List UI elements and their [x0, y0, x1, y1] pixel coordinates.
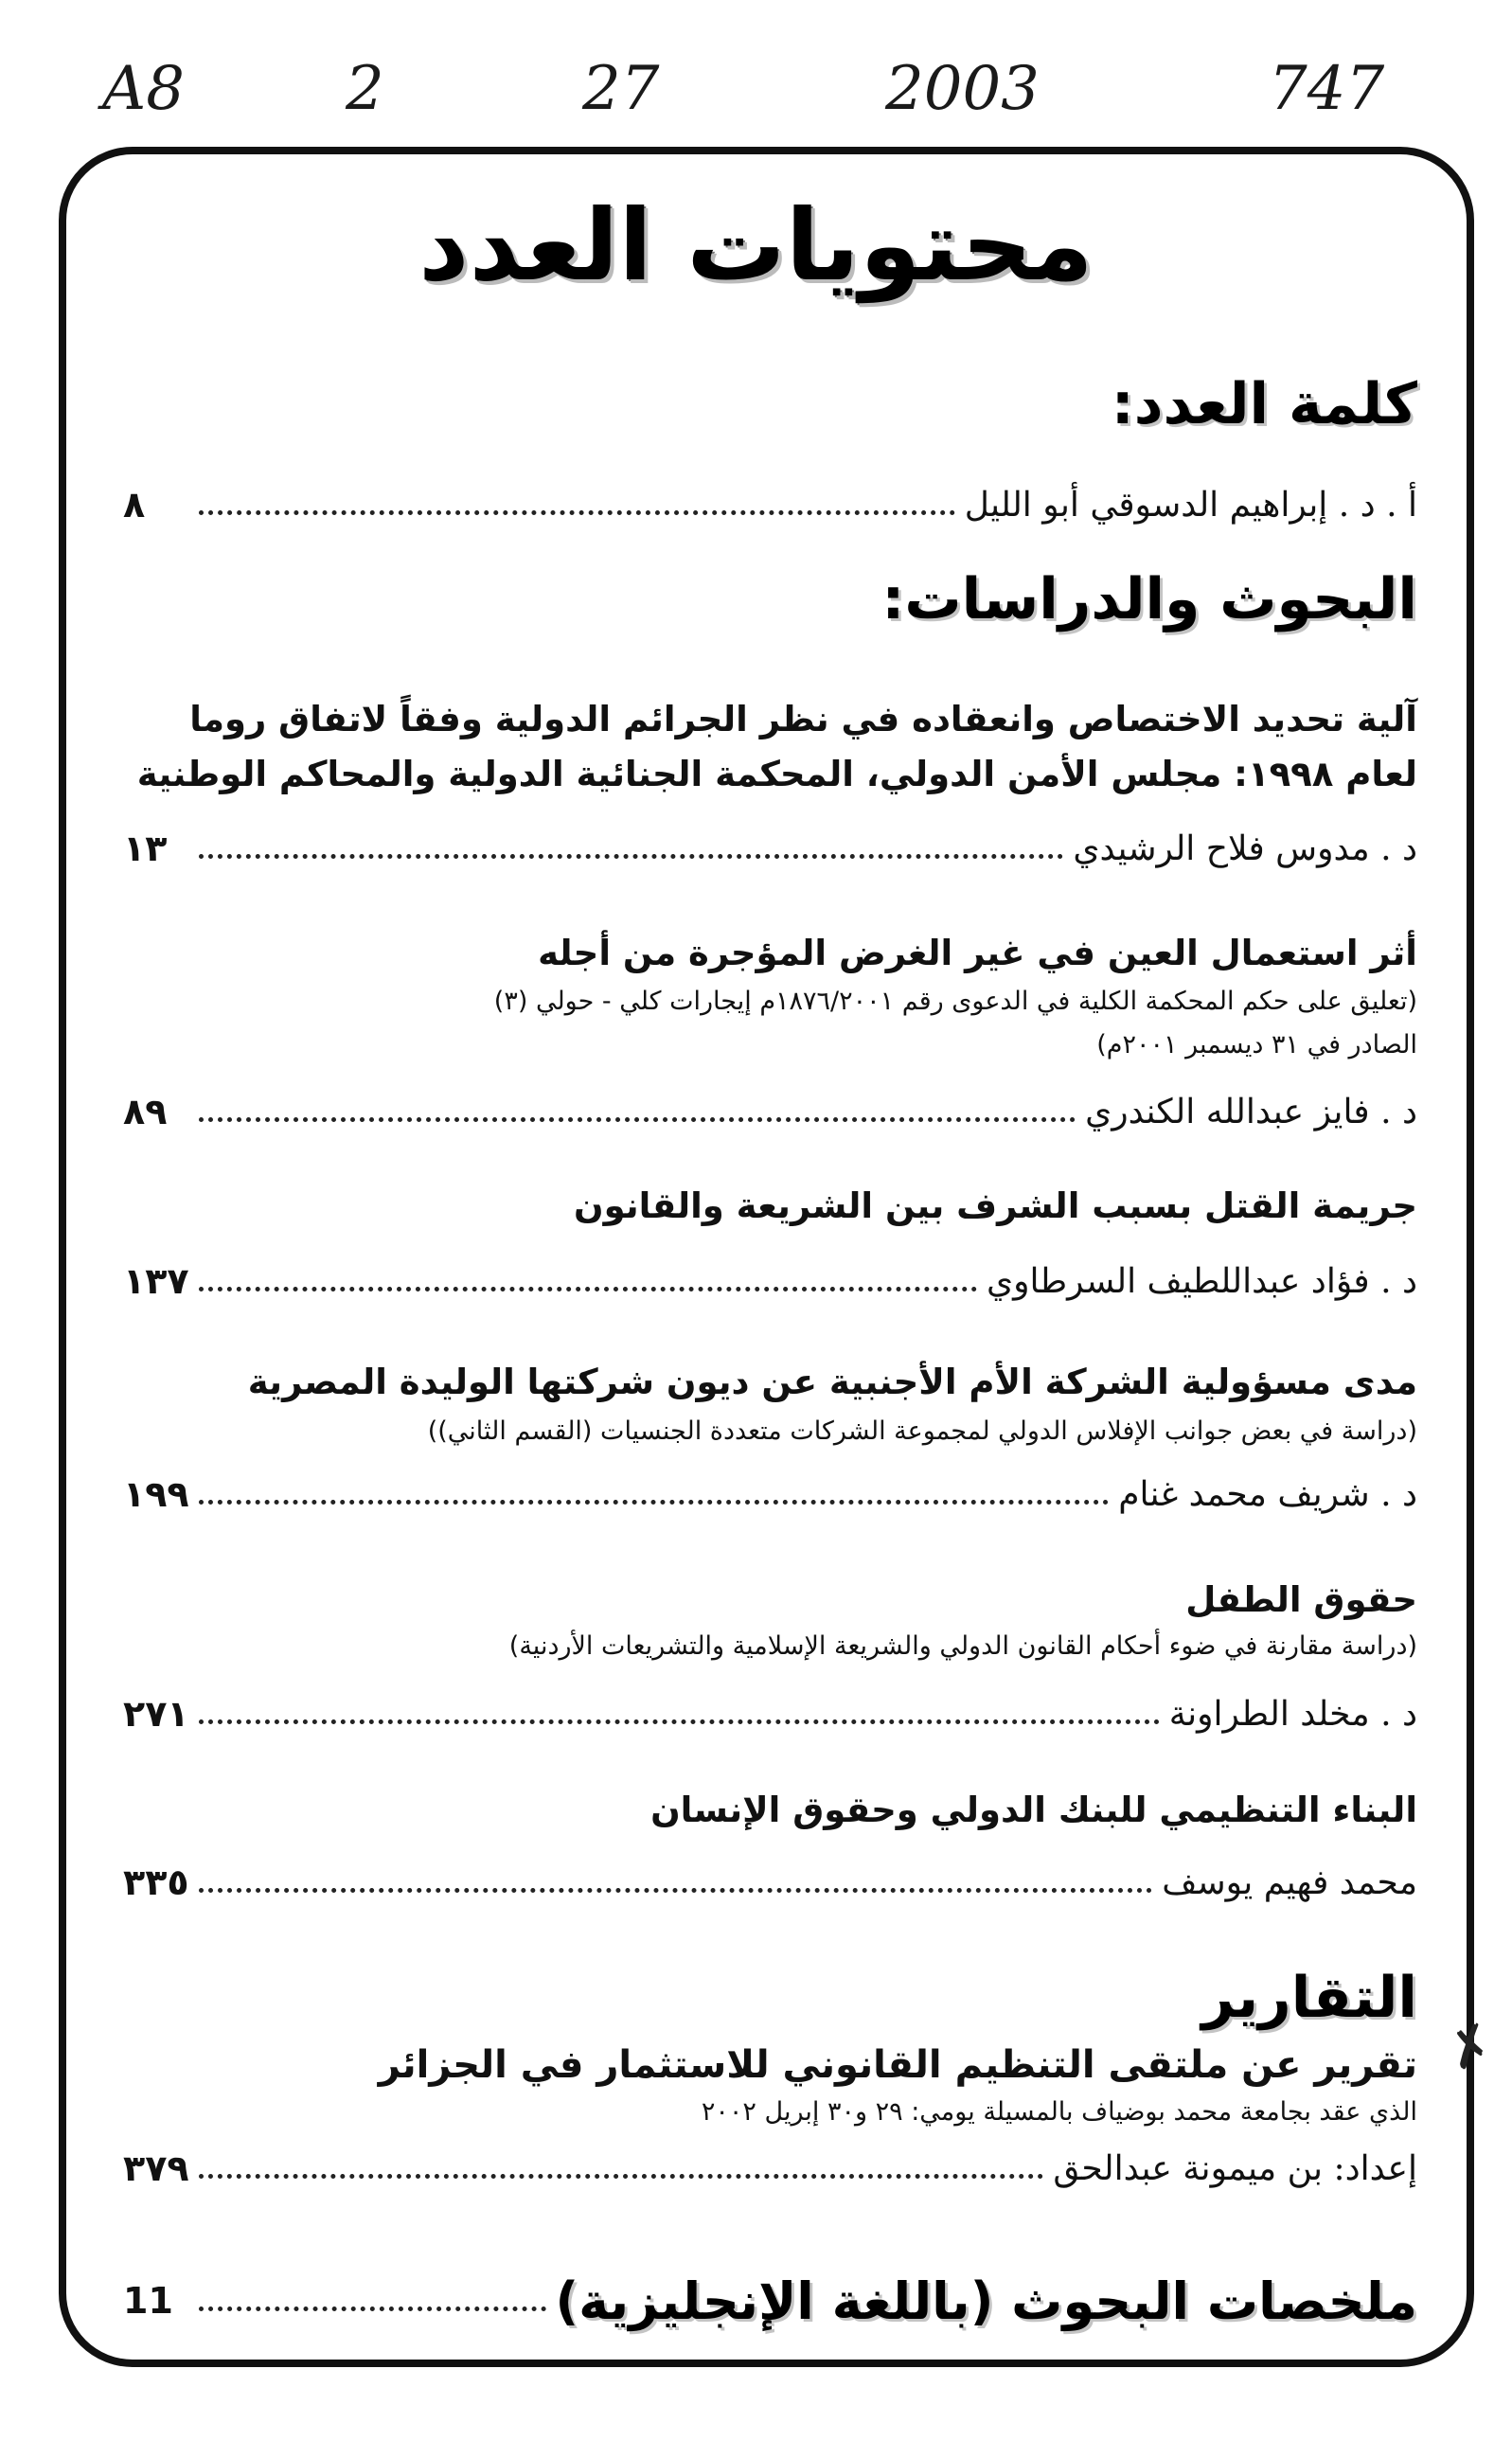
article-title-cont: لعام ١٩٩٨: مجلس الأمن الدولي، المحكمة الجنائية الدولية والمحاكم الوطنية: [136, 754, 1417, 794]
article-title: أثر استعمال العين في غير الغرض المؤجرة من أجله: [538, 933, 1417, 973]
entry-author: د . فؤاد عبداللطيف السرطاوي: [986, 1261, 1417, 1301]
dot-leader: [199, 2307, 546, 2311]
dot-leader: [199, 1719, 1160, 1724]
dot-leader: [199, 1287, 977, 1291]
entry-page-number: 11: [123, 2280, 173, 2322]
entry-page-number: ٨٩: [123, 1091, 168, 1132]
toc-entry-summaries[interactable]: [123, 2263, 1417, 2339]
toc-entry-report[interactable]: [123, 2142, 1417, 2195]
entry-author: إعداد: بن ميمونة عبدالحق: [1053, 2148, 1417, 2188]
article-subtitle-cont: الصادر في ٣١ ديسمبر ٢٠٠١م): [1096, 1030, 1417, 1060]
entry-author: د . مدوس فلاح الرشيدي: [1073, 828, 1417, 868]
entry-page-number: ٣٣٥: [123, 1861, 189, 1903]
toc-entry-article[interactable]: [123, 1687, 1417, 1740]
toc-entry-article[interactable]: [123, 1468, 1417, 1521]
report-subtitle: الذي عقد بجامعة محمد بوضياف بالمسيلة يومي: ٢٩ و٣٠ إبريل ٢٠٠٢: [701, 2097, 1417, 2127]
toc-entry-article[interactable]: [123, 1085, 1417, 1138]
entry-page-number: ٨: [123, 484, 146, 525]
entry-page-number: ١٣: [123, 828, 168, 869]
section-heading-studies: البحوث والدراسات:: [881, 566, 1417, 632]
handwritten-note-a8: A8: [102, 54, 185, 124]
entry-author: د . مخلد الطراونة: [1168, 1694, 1417, 1734]
toc-entry-article[interactable]: [123, 822, 1417, 875]
entry-page-number: ١٩٩: [123, 1473, 189, 1515]
dot-leader: [199, 854, 1063, 859]
dot-leader: [199, 1117, 1076, 1122]
article-title: جريمة القتل بسبب الشرف بين الشريعة والقانون: [574, 1185, 1417, 1226]
page-title: محتويات العدد: [418, 187, 1094, 303]
entry-page-number: ٣٧٩: [123, 2147, 189, 2189]
handwritten-note-2003: 2003: [885, 54, 1040, 124]
entry-author: محمد فهيم يوسف: [1162, 1862, 1417, 1902]
toc-entry-editorial[interactable]: [123, 478, 1417, 531]
entry-page-number: ٢٧١: [123, 1693, 189, 1735]
section-heading-editorial: كلمة العدد:: [1111, 371, 1417, 437]
section-heading-reports: التقارير: [1201, 1965, 1417, 2031]
entry-author: د . شريف محمد غنام: [1118, 1474, 1417, 1514]
article-title: البناء التنظيمي للبنك الدولي وحقوق الإنسان: [650, 1790, 1417, 1830]
dot-leader: [199, 510, 955, 515]
entry-author: د . فايز عبدالله الكندري: [1085, 1092, 1417, 1131]
article-title: حقوق الطفل: [1185, 1579, 1417, 1620]
handwritten-cross-mark: ✗: [1439, 2010, 1503, 2085]
section-heading-summaries: ملخصات البحوث (باللغة الإنجليزية): [555, 2271, 1417, 2331]
handwritten-note-2: 2: [346, 54, 384, 124]
handwritten-note-747: 747: [1269, 54, 1385, 124]
dot-leader: [199, 1888, 1152, 1893]
entry-author: أ . د . إبراهيم الدسوقي أبو الليل: [964, 485, 1417, 525]
toc-entry-article[interactable]: [123, 1255, 1417, 1308]
article-subtitle: (دراسة مقارنة في ضوء أحكام القانون الدولي والشريعة الإسلامية والتشريعات الأردنية): [508, 1631, 1417, 1661]
toc-entry-article[interactable]: [123, 1856, 1417, 1909]
report-title: تقرير عن ملتقى التنظيم القانوني للاستثمار في الجزائر: [378, 2043, 1417, 2087]
entry-page-number: ١٣٧: [123, 1260, 189, 1302]
article-subtitle: (دراسة في بعض جوانب الإفلاس الدولي لمجموعة الشركات متعددة الجنسيات (القسم الثاني)): [427, 1416, 1417, 1446]
article-title: آلية تحديد الاختصاص وانعقاده في نظر الجرائم الدولية وفقاً لاتفاق روما: [189, 699, 1417, 739]
article-subtitle: (تعليق على حكم المحكمة الكلية في الدعوى رقم ١٨٧٦/٢٠٠١م إيجارات كلي - حولي (٣): [493, 987, 1417, 1016]
dot-leader: [199, 2174, 1043, 2179]
dot-leader: [199, 1500, 1109, 1505]
article-title: مدى مسؤولية الشركة الأم الأجنبية عن ديون شركتها الوليدة المصرية: [247, 1362, 1417, 1402]
handwritten-note-27: 27: [582, 54, 660, 124]
